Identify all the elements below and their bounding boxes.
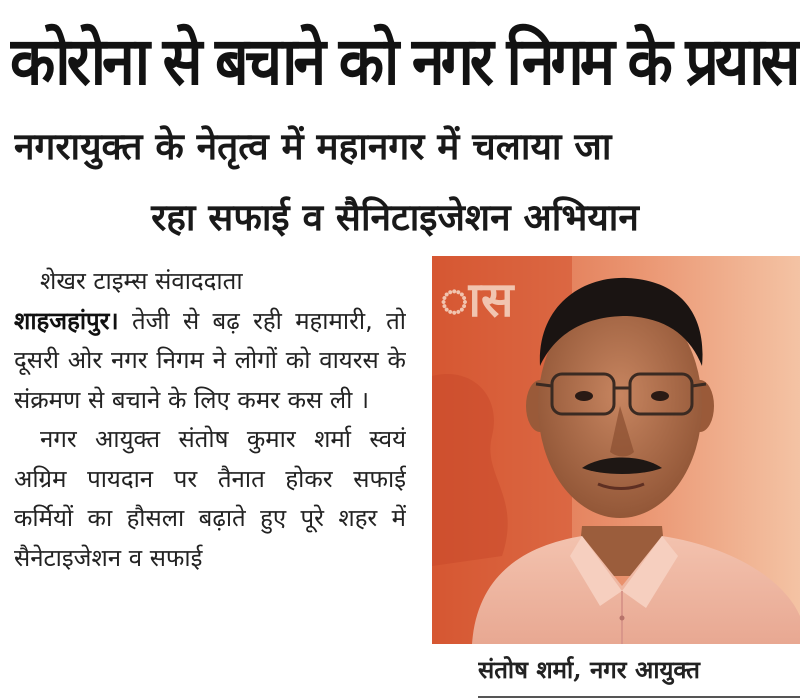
photo-caption: संतोष शर्मा, नगर आयुक्त [478, 648, 800, 698]
backdrop-text: ास [440, 272, 514, 328]
portrait-photo [432, 256, 800, 644]
article-body [14, 262, 406, 700]
article-paragraph-1-text: तेजी से बढ़ रही महामारी, तो दूसरी ओर नगर निगम ने लोगों को वायरस के संक्रमण से बचाने के लिए कमर कस ली । [14, 306, 406, 414]
portrait-illustration [432, 256, 800, 644]
headline: कोरोना से बचाने को नगर निगम के प्रयास [10, 22, 797, 100]
byline: शेखर टाइम्स संवाददाता [40, 267, 243, 295]
dateline: शाहजहांपुर। [14, 306, 119, 335]
subheadline-line-1: नगरायुक्त के नेतृत्व में महानगर में चलाया जा [14, 124, 612, 168]
article-paragraph [14, 302, 406, 421]
subheadline-line-2: रहा सफाई व सैनिटाइजेशन अभियान [151, 195, 639, 239]
article-paragraph-2: नगर आयुक्त संतोष कुमार शर्मा स्वयं अग्रिम पायदान पर तैनात होकर सफाई कर्मियों का हौसला बढ़ाते हुए पूरे शहर में सैनेटाइजेशन व सफाई [14, 425, 406, 572]
